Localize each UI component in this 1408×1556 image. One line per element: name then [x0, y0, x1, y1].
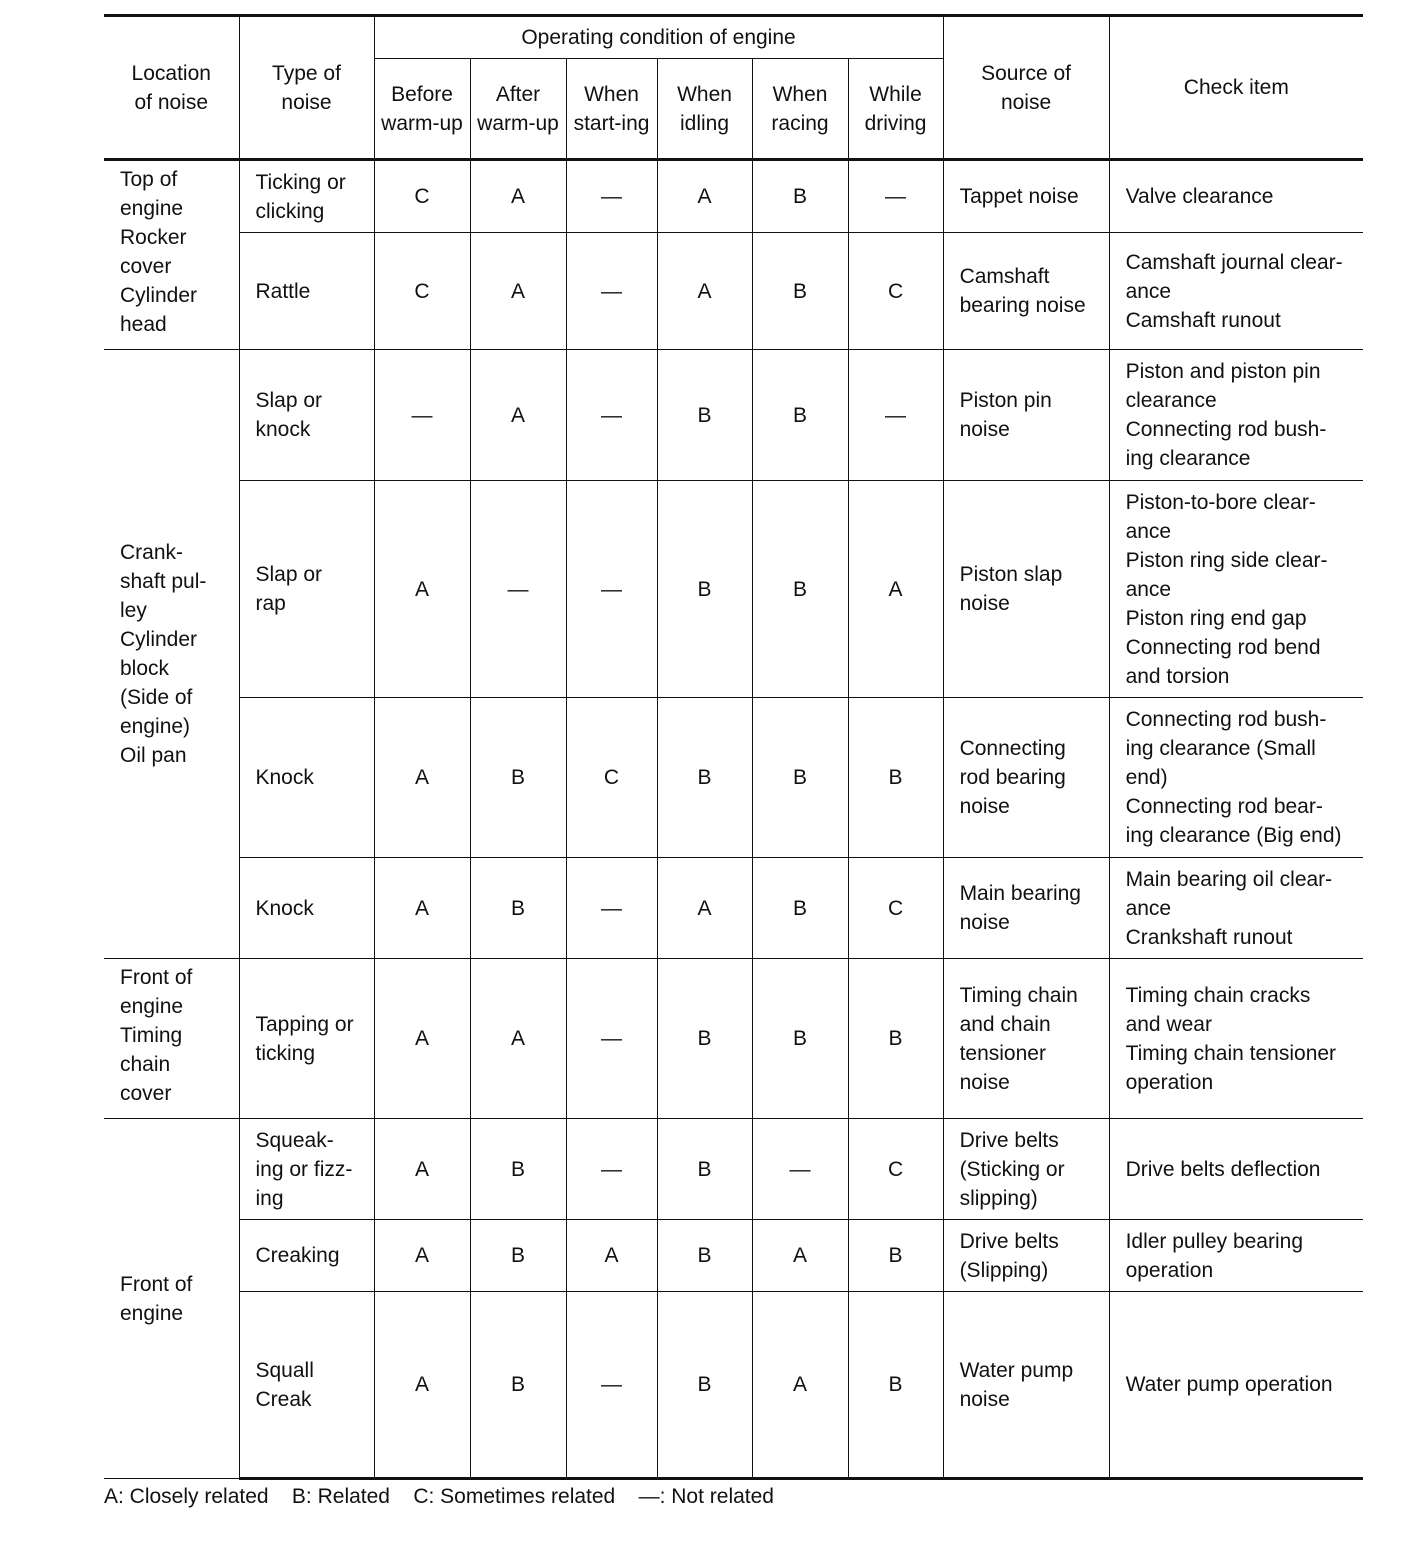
relation-cell: A: [374, 1220, 470, 1292]
relation-cell: A: [374, 481, 470, 698]
noise-type-cell: [239, 160, 374, 233]
text-line: ing: [255, 1186, 284, 1210]
text-line: Piston ring end gap: [1125, 606, 1307, 630]
relation-cell: B: [470, 1292, 566, 1479]
text-line: Idler pulley bearing: [1125, 1229, 1304, 1253]
relation-cell: A: [752, 1220, 848, 1292]
legend-not-related: —: Not related: [638, 1485, 774, 1508]
text-line: slipping): [959, 1186, 1038, 1210]
header-label: Location of noise: [131, 61, 211, 114]
noise-type-cell: [239, 233, 374, 350]
relation-cell: —: [566, 959, 657, 1119]
text-line: Slap or: [255, 389, 323, 412]
text-line: engine: [120, 197, 184, 220]
relation-cell: A: [470, 350, 566, 481]
header-type: [239, 16, 374, 160]
text-line: clearance: [1125, 389, 1217, 412]
header-condition-4: When racing: [752, 59, 848, 160]
text-line: Ticking or: [255, 170, 346, 194]
text-line: Slap or: [255, 563, 323, 586]
header-condition-2: When start-ing: [566, 59, 657, 160]
text-line: and chain: [959, 1012, 1051, 1036]
relation-cell: B: [752, 959, 848, 1119]
text-line: end): [1125, 766, 1168, 789]
text-line: (Slipping): [959, 1258, 1049, 1282]
text-line: ance: [1125, 577, 1172, 601]
relation-cell: A: [848, 481, 943, 698]
relation-cell: —: [566, 481, 657, 698]
text-line: Piston ring side clear-: [1125, 548, 1328, 572]
noise-source-cell: [943, 698, 1109, 858]
text-line: engine): [120, 715, 191, 738]
text-line: (Sticking or: [959, 1157, 1065, 1181]
text-line: ance: [1125, 519, 1172, 543]
text-line: Squeak-: [255, 1128, 334, 1152]
relation-cell: —: [566, 350, 657, 481]
legend-related: B: Related: [291, 1485, 390, 1508]
text-line: Valve clearance: [1125, 185, 1274, 208]
text-line: Timing: [120, 1024, 183, 1047]
text-line: Oil pan: [120, 744, 187, 767]
relation-cell: B: [470, 1220, 566, 1292]
relation-cell: —: [566, 233, 657, 350]
text-line: Connecting rod bush-: [1125, 418, 1327, 441]
text-line: ticking: [255, 1041, 316, 1065]
noise-type-cell: [239, 1119, 374, 1220]
relation-cell: C: [374, 160, 470, 233]
text-line: and torsion: [1125, 664, 1230, 688]
text-line: Squall: [255, 1358, 314, 1382]
text-line: Creaking: [255, 1244, 340, 1267]
relation-cell: C: [566, 698, 657, 858]
header-condition-0: Before warm-up: [374, 59, 470, 160]
relation-cell: B: [752, 160, 848, 233]
relation-cell: B: [657, 350, 752, 481]
table-row: [104, 959, 1363, 1119]
relation-cell: —: [848, 160, 943, 233]
location-cell: [104, 959, 239, 1119]
text-line: Water pump: [959, 1358, 1074, 1382]
table-row: [104, 481, 1363, 698]
text-line: noise: [959, 795, 1010, 818]
text-line: Drive belts deflection: [1125, 1157, 1321, 1181]
header-operating-condition: Operating condition of engine: [374, 16, 943, 59]
relation-cell: B: [752, 698, 848, 858]
noise-type-cell: [239, 858, 374, 959]
relation-cell: B: [752, 481, 848, 698]
relation-cell: B: [752, 350, 848, 481]
text-line: Connecting: [959, 737, 1066, 760]
relation-cell: A: [374, 858, 470, 959]
relation-cell: B: [752, 858, 848, 959]
relation-cell: B: [752, 233, 848, 350]
header-source: [943, 16, 1109, 160]
text-line: Knock: [255, 766, 314, 789]
check-item-cell: [1109, 959, 1363, 1119]
noise-source-cell: [943, 1292, 1109, 1479]
text-line: Piston and piston pin: [1125, 360, 1321, 383]
noise-type-cell: [239, 698, 374, 858]
text-line: noise: [959, 911, 1010, 934]
legend-sometimes-related: C: Sometimes related: [413, 1485, 616, 1508]
header-condition-1: After warm-up: [470, 59, 566, 160]
relation-cell: —: [848, 350, 943, 481]
text-line: ance: [1125, 896, 1172, 920]
text-line: Tapping or: [255, 1012, 354, 1036]
text-line: Rocker: [120, 226, 187, 249]
text-line: Piston-to-bore clear-: [1125, 490, 1316, 514]
text-line: noise: [959, 1070, 1010, 1094]
table-row: [104, 350, 1363, 481]
text-line: Timing chain: [959, 983, 1078, 1007]
text-line: noise: [959, 1387, 1010, 1411]
table-row: [104, 1292, 1363, 1479]
text-line: ing clearance: [1125, 447, 1251, 470]
text-line: ance: [1125, 279, 1172, 303]
relation-cell: B: [657, 1119, 752, 1220]
check-item-cell: [1109, 350, 1363, 481]
text-line: Front of: [120, 1272, 193, 1296]
text-line: operation: [1125, 1258, 1214, 1282]
noise-type-cell: [239, 481, 374, 698]
check-item-cell: [1109, 1292, 1363, 1479]
text-line: Rattle: [255, 279, 311, 303]
check-item-cell: [1109, 481, 1363, 698]
text-line: Knock: [255, 896, 314, 920]
noise-type-cell: [239, 1220, 374, 1292]
text-line: Camshaft journal clear-: [1125, 250, 1343, 274]
text-line: noise: [959, 418, 1010, 441]
table-row: [104, 1220, 1363, 1292]
text-line: engine: [120, 995, 184, 1018]
text-line: noise: [959, 592, 1010, 615]
text-line: engine: [120, 1301, 184, 1325]
text-line: head: [120, 313, 167, 336]
text-line: Camshaft: [959, 265, 1050, 288]
noise-source-cell: [943, 1119, 1109, 1220]
location-cell: [104, 350, 239, 959]
header-condition-5: While driving: [848, 59, 943, 160]
relation-cell: —: [752, 1119, 848, 1220]
check-item-cell: [1109, 1119, 1363, 1220]
text-line: Tappet noise: [959, 185, 1079, 208]
relation-cell: B: [848, 698, 943, 858]
text-line: Creak: [255, 1387, 312, 1411]
relation-cell: A: [470, 959, 566, 1119]
relation-cell: B: [657, 1220, 752, 1292]
relation-cell: A: [657, 233, 752, 350]
text-line: cover: [120, 1082, 172, 1105]
relation-cell: A: [470, 233, 566, 350]
relation-cell: B: [657, 1292, 752, 1479]
text-line: rod bearing: [959, 766, 1066, 789]
table-row: [104, 698, 1363, 858]
noise-type-cell: [239, 1292, 374, 1479]
check-item-cell: [1109, 1220, 1363, 1292]
relation-cell: —: [470, 481, 566, 698]
text-line: ing clearance (Small: [1125, 737, 1316, 760]
noise-source-cell: [943, 1220, 1109, 1292]
relation-cell: B: [848, 959, 943, 1119]
header-label: Source of noise: [981, 61, 1071, 114]
relation-cell: B: [470, 698, 566, 858]
relation-cell: B: [657, 481, 752, 698]
header-check-item: Check item: [1109, 16, 1363, 160]
text-line: Crankshaft runout: [1125, 925, 1293, 949]
text-line: Connecting rod bend: [1125, 635, 1321, 659]
legend-closely-related: A: Closely related: [104, 1485, 269, 1508]
noise-source-cell: [943, 350, 1109, 481]
noise-source-cell: [943, 481, 1109, 698]
relation-cell: —: [374, 350, 470, 481]
text-line: Timing chain tensioner: [1125, 1041, 1337, 1065]
text-line: cover: [120, 255, 172, 278]
text-line: tensioner: [959, 1041, 1046, 1065]
text-line: Cylinder: [120, 284, 198, 307]
text-line: operation: [1125, 1070, 1214, 1094]
relation-cell: —: [566, 160, 657, 233]
text-line: knock: [255, 418, 311, 441]
text-line: ing or fizz-: [255, 1157, 353, 1181]
text-line: ing clearance (Big end): [1125, 824, 1342, 847]
relation-cell: B: [470, 1119, 566, 1220]
location-cell: [104, 160, 239, 350]
check-item-cell: [1109, 160, 1363, 233]
text-line: Water pump operation: [1125, 1373, 1333, 1396]
relation-cell: A: [752, 1292, 848, 1479]
text-line: Connecting rod bear-: [1125, 795, 1323, 818]
relation-cell: C: [848, 233, 943, 350]
relation-cell: B: [657, 959, 752, 1119]
relation-cell: C: [848, 1119, 943, 1220]
text-line: and wear: [1125, 1012, 1212, 1036]
check-item-cell: [1109, 858, 1363, 959]
relation-cell: —: [566, 1119, 657, 1220]
text-line: Piston slap: [959, 563, 1063, 586]
text-line: Main bearing oil clear-: [1125, 867, 1333, 891]
text-line: Drive belts: [959, 1229, 1059, 1253]
text-line: bearing noise: [959, 294, 1086, 317]
text-line: Connecting rod bush-: [1125, 708, 1327, 731]
text-line: Top of: [120, 168, 178, 191]
relation-cell: —: [566, 1292, 657, 1479]
noise-source-cell: [943, 160, 1109, 233]
text-line: shaft pul-: [120, 570, 207, 593]
header-location: [104, 16, 239, 160]
header-condition-3: When idling: [657, 59, 752, 160]
table-row: [104, 233, 1363, 350]
noise-source-cell: [943, 233, 1109, 350]
location-cell: [104, 1119, 239, 1479]
relation-cell: B: [657, 698, 752, 858]
header-label: Type of noise: [272, 61, 341, 114]
relation-cell: A: [566, 1220, 657, 1292]
relation-cell: B: [848, 1220, 943, 1292]
text-line: Cylinder: [120, 628, 198, 651]
relation-cell: A: [374, 959, 470, 1119]
noise-type-cell: [239, 350, 374, 481]
text-line: Timing chain cracks: [1125, 983, 1311, 1007]
check-item-cell: [1109, 698, 1363, 858]
relation-cell: A: [657, 858, 752, 959]
noise-type-cell: [239, 959, 374, 1119]
relation-cell: —: [566, 858, 657, 959]
text-line: Crank-: [120, 541, 184, 564]
text-line: ley: [120, 599, 147, 622]
text-line: clicking: [255, 199, 325, 223]
legend: [104, 1483, 774, 1511]
relation-cell: B: [470, 858, 566, 959]
noise-diagnosis-table: [104, 14, 1363, 1480]
relation-cell: B: [848, 1292, 943, 1479]
relation-cell: C: [374, 233, 470, 350]
noise-source-cell: [943, 959, 1109, 1119]
relation-cell: A: [374, 1292, 470, 1479]
relation-cell: A: [374, 698, 470, 858]
table-row: [104, 160, 1363, 233]
text-line: Piston pin: [959, 389, 1052, 412]
text-line: (Side of: [120, 686, 193, 709]
check-item-cell: [1109, 233, 1363, 350]
table-row: [104, 858, 1363, 959]
text-line: block: [120, 657, 170, 680]
text-line: Front of: [120, 966, 193, 989]
text-line: Camshaft runout: [1125, 308, 1281, 332]
table-row: [104, 1119, 1363, 1220]
text-line: Main bearing: [959, 882, 1081, 905]
relation-cell: A: [657, 160, 752, 233]
relation-cell: A: [374, 1119, 470, 1220]
text-line: Drive belts: [959, 1128, 1059, 1152]
text-line: rap: [255, 592, 286, 615]
relation-cell: A: [470, 160, 566, 233]
text-line: chain: [120, 1053, 171, 1076]
noise-source-cell: [943, 858, 1109, 959]
relation-cell: C: [848, 858, 943, 959]
